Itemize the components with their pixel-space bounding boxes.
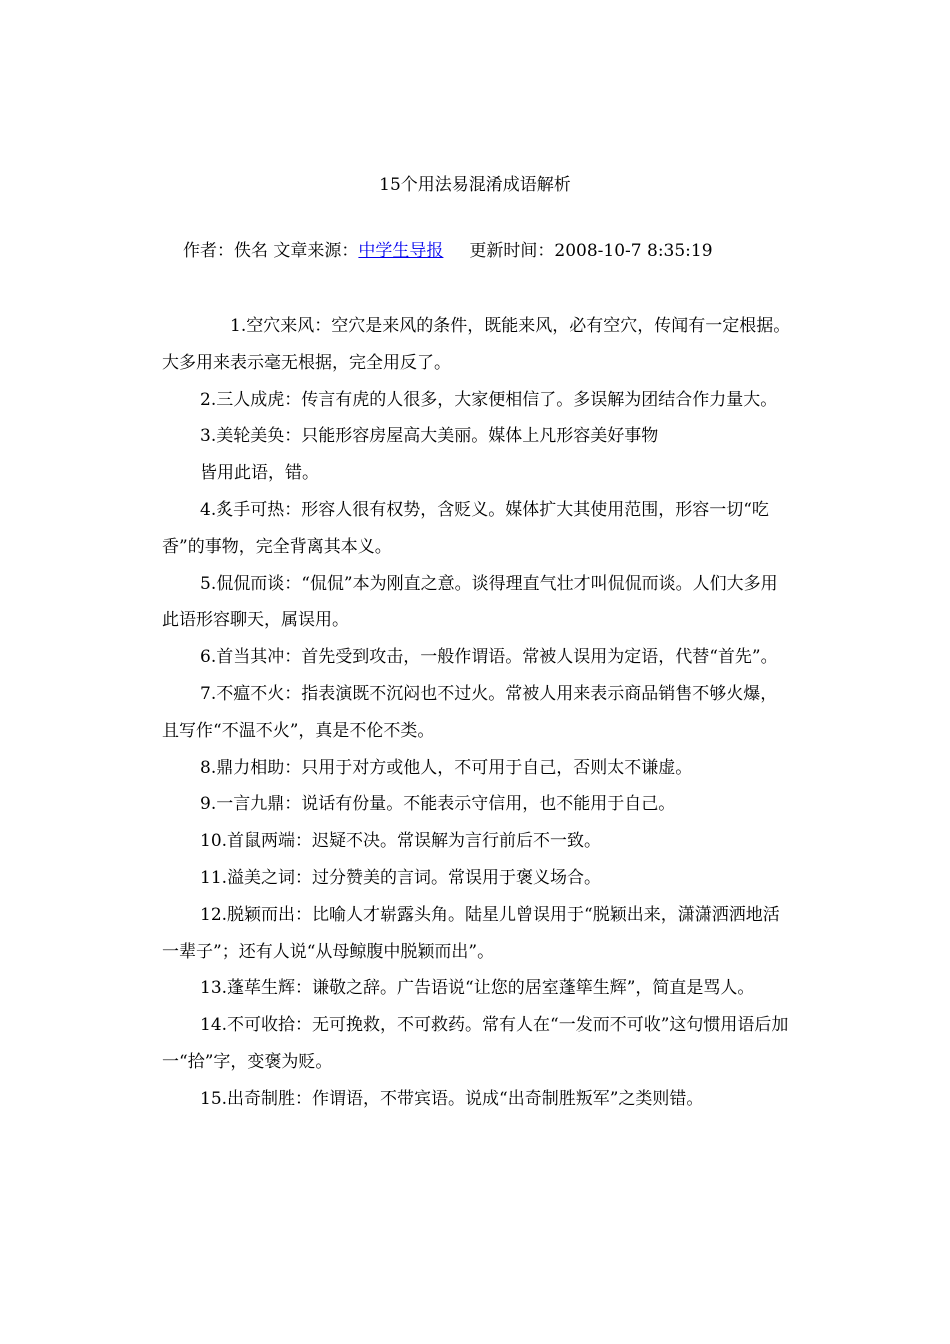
idiom-item-3 (162, 418, 792, 492)
source-link[interactable]: 中学生导报 (358, 241, 444, 261)
author-name: 佚名 (234, 241, 268, 261)
author-label: 作者： (183, 241, 234, 261)
idiom-item-9: 9.一言九鼎：说话有份量。不能表示守信用，也不能用于自己。 (200, 794, 676, 815)
idiom-item-6: 6.首当其冲：首先受到攻击，一般作谓语。常被人误用为定语，代替“首先”。 (200, 647, 778, 668)
updated-label: 更新时间： (469, 241, 555, 261)
idiom-item-1: 1.空穴来风：空穴是来风的条件，既能来风，必有空穴，传闻有一定根据。大多用来表示毫无根据，完全用反了。 (162, 316, 791, 373)
article-meta (183, 238, 713, 264)
idiom-item-8: 8.鼎力相助：只用于对方或他人，不可用于自己，否则太不谦虚。 (200, 757, 693, 778)
updated-time: 2008-10-7 8:35:19 (554, 241, 713, 261)
article-title: 15个用法易混淆成语解析 (379, 175, 571, 195)
idiom-item-2: 2.三人成虎：传言有虎的人很多，大家便相信了。多误解为团结合作力量大。 (200, 389, 778, 410)
source-label: 文章来源： (273, 241, 359, 261)
idiom-item-3-line-1: 3.美轮美奂：只能形容房屋高大美丽。媒体上凡形容美好事物 (200, 426, 659, 447)
article-body (162, 308, 792, 1118)
idiom-item-5: 5.侃侃而谈：“侃侃”本为刚直之意。谈得理直气壮才叫侃侃而谈。人们大多用此语形容聊天，属误用。 (162, 573, 778, 631)
idiom-item-13: 13.蓬荜生辉：谦敬之辞。广告语说“让您的居室蓬筚生辉”，简直是骂人。 (200, 978, 755, 999)
idiom-item-10: 10.首鼠两端：迟疑不决。常误解为言行前后不一致。 (200, 831, 602, 852)
idiom-item-4: 4.炙手可热：形容人很有权势，含贬义。媒体扩大其使用范围，形容一切“吃香”的事物，完全背离其本义。 (162, 499, 769, 557)
idiom-item-3-line-2: 皆用此语，错。 (200, 463, 319, 484)
idiom-item-12: 12.脱颖而出：比喻人才崭露头角。陆星儿曾误用于“脱颖出来，潇潇洒洒地活一辈子”；还有人说“从母鲸腹中脱颖而出”。 (162, 904, 780, 962)
idiom-item-14: 14.不可收拾：无可挽救，不可救药。常有人在“一发而不可收”这句惯用语后加一“拾”字，变褒为贬。 (162, 1015, 789, 1072)
idiom-item-7: 7.不瘟不火：指表演既不沉闷也不过火。常被人用来表示商品销售不够火爆，且写作“不温不火”，真是不伦不类。 (162, 683, 778, 741)
idiom-item-11: 11.溢美之词：过分赞美的言词。常误用于褒义场合。 (200, 867, 602, 888)
idiom-item-15: 15.出奇制胜：作谓语，不带宾语。说成“出奇制胜叛军”之类则错。 (200, 1088, 704, 1109)
